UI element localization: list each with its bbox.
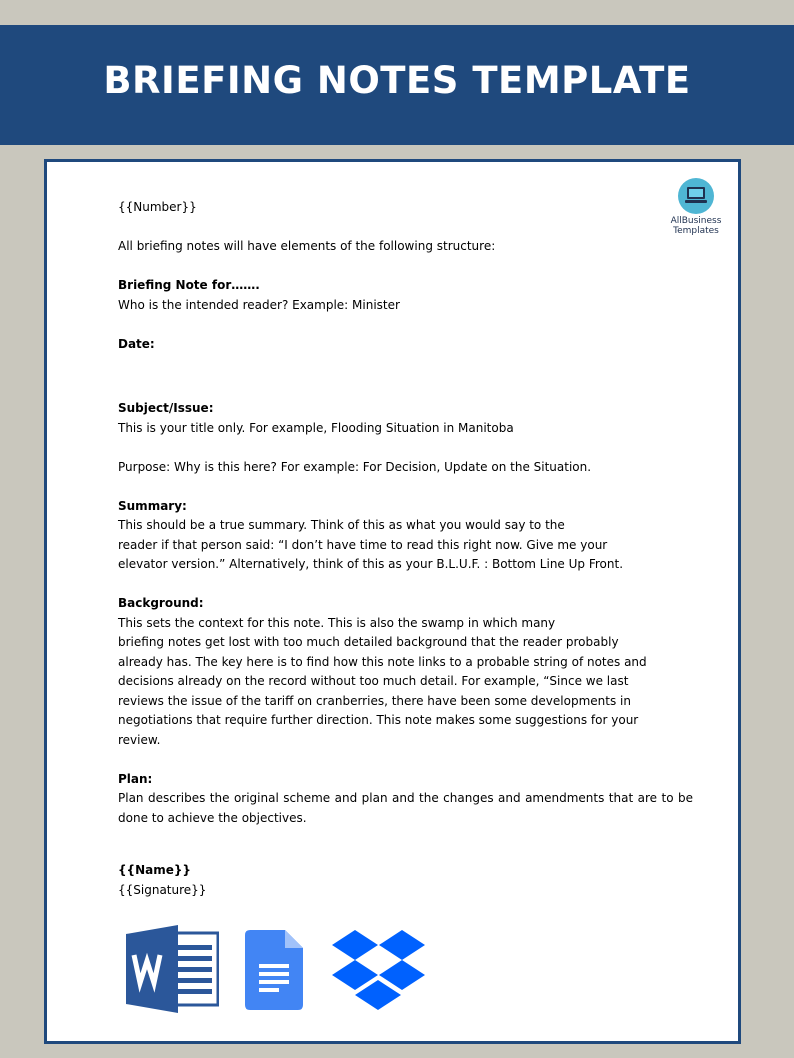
briefing-for-text: Who is the intended reader? Example: Minister	[118, 297, 400, 312]
summary-line: elevator version.” Alternatively, think of this as your B.L.U.F. : Bottom Line Up Front.	[118, 557, 624, 571]
name-placeholder: {{Name}}	[118, 863, 191, 877]
background-label: Background:	[118, 596, 204, 610]
title-banner	[0, 25, 794, 145]
intro-text: All briefing notes will have elements of the following structure:	[118, 239, 496, 253]
plan-label: Plan:	[118, 771, 153, 786]
background-line: review.	[118, 732, 161, 747]
app-icons-row	[126, 925, 446, 1025]
dropbox-icon[interactable]	[331, 930, 426, 1018]
document-page	[44, 159, 741, 1044]
background-line: This sets the context for this note. This is also the swamp in which many	[118, 615, 556, 630]
background-line: negotiations that require further direction. This note makes some suggestions for your	[118, 713, 639, 727]
word-icon[interactable]	[126, 925, 219, 1013]
background-line: decisions already on the record without too much detail. For example, “Since we last	[118, 674, 629, 688]
logo-text-line2: Templates	[673, 226, 719, 236]
background-line: briefing notes get lost with too much detailed background that the reader probably	[118, 635, 619, 649]
subject-text: This is your title only. For example, Flooding Situation in Manitoba	[118, 420, 514, 435]
page-title: BRIEFING NOTES TEMPLATE	[103, 58, 691, 102]
subject-label: Subject/Issue:	[118, 401, 214, 415]
google-docs-icon[interactable]	[245, 930, 303, 1010]
summary-line: reader if that person said: “I don’t have time to read this right now. Give me your	[118, 537, 608, 552]
logo-text-line1: AllBusiness	[670, 216, 722, 226]
document-body	[118, 198, 693, 900]
signature-placeholder: {{Signature}}	[118, 882, 207, 897]
purpose-text: Purpose: Why is this here? For example: For Decision, Update on the Situation.	[118, 459, 592, 474]
briefing-for-label: Briefing Note for…….	[118, 278, 260, 292]
background-line: already has. The key here is to find how this note links to a probable string of notes and	[118, 654, 647, 669]
summary-label: Summary:	[118, 498, 187, 513]
number-placeholder: {{Number}}	[118, 200, 197, 214]
background-line: reviews the issue of the tariff on cranberries, there have been some developments in	[118, 693, 631, 708]
date-label: Date:	[118, 336, 155, 351]
summary-line: This should be a true summary. Think of this as what you would say to the	[118, 518, 565, 532]
plan-text: Plan describes the original scheme and plan and the changes and amendments that are to be done to achieve the objectives.	[118, 791, 693, 825]
